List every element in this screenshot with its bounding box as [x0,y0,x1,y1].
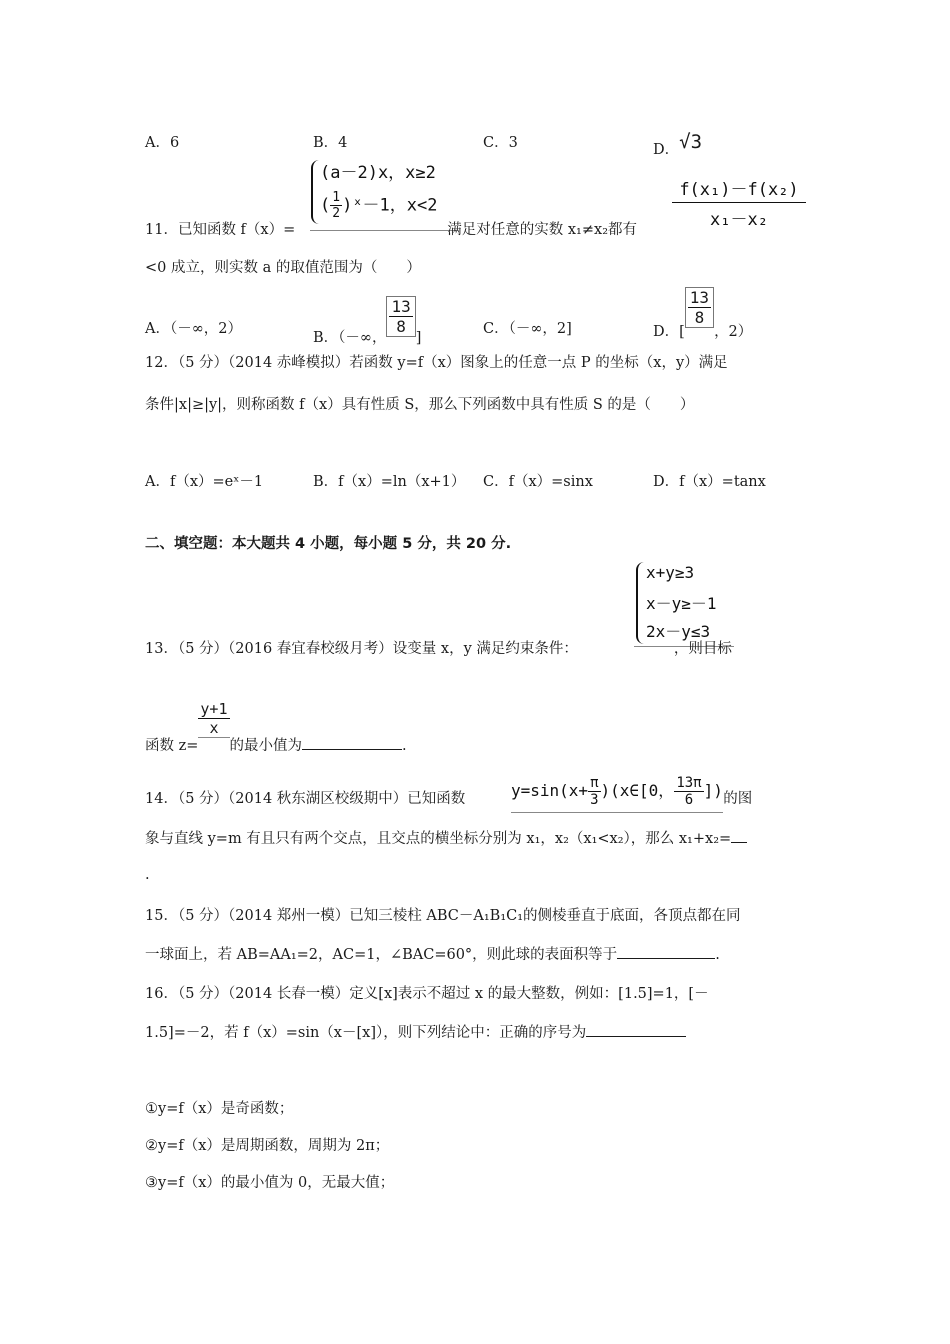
q13-end: . [402,738,407,754]
constraint-brace [636,562,646,644]
q13-frac-den: x [198,719,229,738]
q14-line1-pre: 14．（5 分）（2014 秋东湖区校级期中）已知函数 [145,791,466,807]
q14-line2-text: 象与直线 y=m 有且只有两个交点，且交点的横坐标分别为 x₁，x₂（x₁<x₂），那么 x₁+x₂= [145,831,732,847]
q16-statement-3: ③y=f（x）的最小值为 0，无最大值； [145,1175,395,1191]
q11-option-b-pre: B．（－∞， [313,329,387,346]
q11-stem-prefix: 11．已知函数 f（x）= [145,222,296,238]
d-frac-num: 13 [689,288,710,307]
half-fraction [330,190,342,221]
q11-line2: <0 成立，则实数 a 的取值范围为（ ） [145,260,421,276]
q16-line1: 16．（5 分）（2014 长春一模）定义[x]表示不超过 x 的最大整数，例如：[1.5]=1，[－ [145,986,709,1002]
option-a: A．6 [145,135,180,151]
option-d [653,131,702,159]
q12-line2: 条件|x|≥|y|，则称函数 f（x）具有性质 S，那么下列函数中具有性质 S 的是（ ） [145,397,695,413]
q16-answer-blank[interactable] [586,1036,686,1037]
q14-f-pre: y=sin(x+ [511,781,589,800]
q14-den1: 3 [590,792,599,808]
q15-answer-blank[interactable] [617,958,715,959]
constraint-1: x+y≥3 [646,563,695,582]
b-frac-num: 13 [391,297,411,316]
q11-stem [145,218,637,239]
q14-f-post: ]) [703,781,723,800]
q14-den2: 6 [684,792,694,808]
q13-line1-post: ，则目标 [673,641,732,657]
q15-line2 [145,943,720,964]
q11-fraction [672,175,806,230]
q11-option-c: C．（－∞，2] [483,321,572,337]
q14-num2: 13π [676,775,702,791]
piece-2 [320,190,438,221]
q14-answer-blank[interactable] [731,842,747,843]
q11-option-a: A．（－∞，2） [145,321,243,337]
b-frac-den: 8 [396,317,406,336]
q15-end: . [715,947,720,963]
q13-fraction [198,700,229,738]
constraint-2: x－y≥－1 [646,594,717,613]
half-den: 2 [332,206,341,221]
q12-option-a: A．f（x）=eˣ－1 [145,474,264,490]
q11-option-d [653,287,752,341]
q14-line2 [145,827,747,848]
q15-line1: 15．（5 分）（2014 郑州一模）已知三棱柱 ABC－A₁B₁C₁的侧棱垂直于底面，各顶点都在同 [145,908,741,924]
q12-line1: 12．（5 分）（2014 赤峰模拟）若函数 y=f（x）图象上的任意一点 P 的坐标（x，y）满足 [145,355,728,371]
q14-line1-post: 的图 [723,791,753,807]
q11-frac-num: f(x₁)－f(x₂) [672,175,806,203]
q11-stem-mid: 满足对任意的实数 x₁≠x₂都有 [447,222,638,238]
option-d-prefix: D． [653,142,680,158]
q12-option-c: C．f（x）=sinx [483,474,593,490]
q13-line2-post: 的最小值为 [229,738,302,754]
q15-line2-text: 一球面上，若 AB=AA₁=2，AC=1，∠BAC=60°，则此球的表面积等于 [145,947,618,963]
q11-option-b-fraction [386,296,415,337]
option-b: B．4 [313,135,348,151]
q16-statement-2: ②y=f（x）是周期函数，周期为 2π； [145,1138,390,1154]
q13-line1-pre: 13．（5 分）（2016 春宜春校级月考）设变量 x，y 满足约束条件： [145,641,578,657]
q11-frac-den: x₁－x₂ [710,210,768,230]
q13-frac-num: y+1 [200,700,228,718]
q12-option-b: B．f（x）=ln（x+1） [313,474,466,490]
q13-line2-pre: 函数 z= [145,738,199,754]
q11-option-d-fraction [685,287,714,328]
section-heading: 二、填空题：本大题共 4 小题，每小题 5 分，共 20 分. [145,536,512,552]
q16-line2 [145,1021,686,1042]
q13-line2 [145,700,407,755]
option-c: C．3 [483,135,518,151]
q14-line3: . [145,867,150,883]
piece-2-pre: ( [320,195,331,216]
sqrt-formula: √3 [679,131,703,153]
q11-option-d-post: ，2） [714,323,753,340]
piece-1: (a－2)x，x≥2 [320,163,436,183]
q11-option-b [313,296,421,347]
q14-num1: π [590,775,599,791]
half-num: 1 [332,190,341,205]
piece-2-post: )ˣ－1，x<2 [342,195,438,216]
q11-option-b-post: ] [415,329,422,346]
q14-line1 [145,787,752,808]
q13-answer-blank[interactable] [302,749,402,750]
q13-line1 [145,637,732,658]
q11-option-d-pre: D．[ [653,323,685,340]
q12-option-d: D．f（x）=tanx [653,474,766,490]
q16-line2-text: 1.5]=－2，若 f（x）=sin（x－[x]），则下列结论中：正确的序号为 [145,1025,587,1041]
d-frac-den: 8 [694,308,705,327]
q14-f-mid: )(x∈[0， [600,781,675,800]
q16-statement-1: ①y=f（x）是奇函数； [145,1101,294,1117]
constraint-3: 2x－y≤3 [646,622,711,641]
